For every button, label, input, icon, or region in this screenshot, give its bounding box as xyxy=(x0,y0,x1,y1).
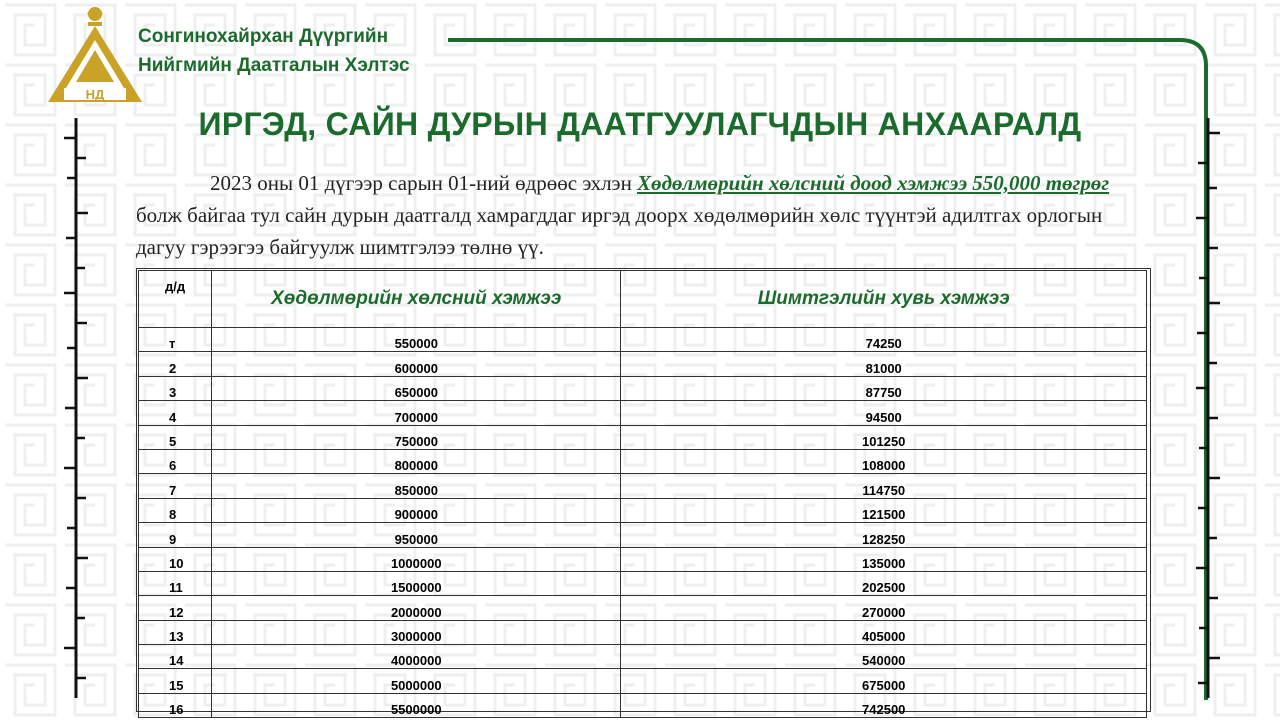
row-wage: 950000 xyxy=(212,523,621,547)
row-number: 5 xyxy=(139,425,212,449)
row-number: 6 xyxy=(139,449,212,473)
row-number: 9 xyxy=(139,523,212,547)
row-number: 11 xyxy=(139,571,212,595)
row-fee: 675000 xyxy=(621,669,1147,693)
row-number: 10 xyxy=(139,547,212,571)
row-wage: 800000 xyxy=(212,449,621,473)
table-row xyxy=(139,474,1147,498)
intro-paragraph xyxy=(136,167,1146,263)
row-wage: 900000 xyxy=(212,498,621,522)
row-wage: 5500000 xyxy=(212,693,621,717)
row-number: 15 xyxy=(139,669,212,693)
row-fee: 121500 xyxy=(621,498,1147,522)
row-wage: 2000000 xyxy=(212,596,621,620)
table-row xyxy=(139,498,1147,522)
table-header-row xyxy=(139,271,1147,328)
header-number: д/д xyxy=(139,271,212,328)
row-wage: 600000 xyxy=(212,352,621,376)
intro-text-part2: болж байгаа тул сайн дурын даатгалд хамрагддаг иргэд доорх хөдөлмөрийн хөлс түүнтэй адилтгах орлогын дагуу гэрээгээ байгуулж шимтгэлээ төлнө үү. xyxy=(136,203,1103,259)
vertical-script-left-decoration xyxy=(54,118,98,698)
row-fee: 101250 xyxy=(621,425,1147,449)
row-wage: 3000000 xyxy=(212,620,621,644)
org-name-line1: Сонгинохайрхан Дүүргийн xyxy=(138,26,389,47)
row-wage: 750000 xyxy=(212,425,621,449)
intro-text-part1: 2023 оны 01 дүгээр сарын 01-ний өдрөөс эхлэн xyxy=(210,171,638,195)
table-row xyxy=(139,645,1147,669)
table-row xyxy=(139,352,1147,376)
row-number: т xyxy=(139,328,212,352)
row-number: 8 xyxy=(139,498,212,522)
organization-name xyxy=(138,22,410,80)
table-row xyxy=(139,401,1147,425)
table-row xyxy=(139,620,1147,644)
row-fee: 405000 xyxy=(621,620,1147,644)
contribution-table xyxy=(138,270,1147,718)
row-number: 3 xyxy=(139,376,212,400)
row-fee: 108000 xyxy=(621,449,1147,473)
header-fee: Шимтгэлийн хувь хэмжээ xyxy=(621,271,1147,328)
table-row xyxy=(139,596,1147,620)
row-fee: 270000 xyxy=(621,596,1147,620)
vertical-script-right-decoration xyxy=(1186,118,1230,698)
row-wage: 4000000 xyxy=(212,645,621,669)
table-row xyxy=(139,449,1147,473)
row-wage: 1000000 xyxy=(212,547,621,571)
table-body xyxy=(139,328,1147,718)
row-number: 4 xyxy=(139,401,212,425)
table-row xyxy=(139,547,1147,571)
svg-text:НД: НД xyxy=(85,87,105,102)
row-wage: 550000 xyxy=(212,328,621,352)
row-number: 7 xyxy=(139,474,212,498)
table-row xyxy=(139,669,1147,693)
org-name-line2: Нийгмийн Даатгалын Хэлтэс xyxy=(138,55,410,76)
row-fee: 94500 xyxy=(621,401,1147,425)
row-fee: 74250 xyxy=(621,328,1147,352)
row-wage: 5000000 xyxy=(212,669,621,693)
table-row xyxy=(139,376,1147,400)
row-wage: 1500000 xyxy=(212,571,621,595)
row-number: 12 xyxy=(139,596,212,620)
row-fee: 135000 xyxy=(621,547,1147,571)
row-fee: 87750 xyxy=(621,376,1147,400)
row-number: 2 xyxy=(139,352,212,376)
row-number: 16 xyxy=(139,693,212,717)
row-fee: 202500 xyxy=(621,571,1147,595)
table-row xyxy=(139,425,1147,449)
row-fee: 114750 xyxy=(621,474,1147,498)
page-title: ИРГЭД, САЙН ДУРЫН ДААТГУУЛАГЧДЫН АНХААРАЛД xyxy=(198,106,1082,142)
table-row xyxy=(139,571,1147,595)
table-row xyxy=(139,523,1147,547)
row-fee: 81000 xyxy=(621,352,1147,376)
row-number: 13 xyxy=(139,620,212,644)
row-fee: 540000 xyxy=(621,645,1147,669)
header-wage: Хөдөлмөрийн хөлсний хэмжээ xyxy=(212,271,621,328)
row-wage: 850000 xyxy=(212,474,621,498)
intro-highlight: Хөдөлмөрийн хөлсний доод хэмжээ 550,000 төгрөг xyxy=(637,171,1110,195)
table-row xyxy=(139,328,1147,352)
organization-logo xyxy=(44,4,146,106)
row-wage: 650000 xyxy=(212,376,621,400)
row-wage: 700000 xyxy=(212,401,621,425)
row-number: 14 xyxy=(139,645,212,669)
table-row xyxy=(139,693,1147,717)
row-fee: 742500 xyxy=(621,693,1147,717)
row-fee: 128250 xyxy=(621,523,1147,547)
